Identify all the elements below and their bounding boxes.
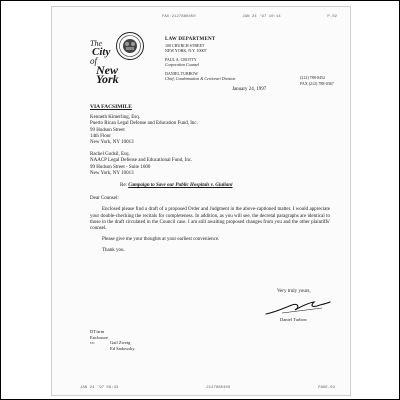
phone-number: (212) 788-0452	[300, 75, 325, 80]
re-subject: Campaign to Save our Public Hospitals v. Giuliani	[128, 183, 233, 189]
fax-footer-page: PAGE.02	[318, 386, 335, 390]
recipient-line: New York, NY 10013	[90, 140, 134, 146]
department-name: LAW DEPARTMENT	[165, 37, 216, 42]
footer-notes	[90, 329, 210, 351]
fax-number: FAX (212) 788-0367	[300, 80, 334, 86]
enclosure-note: Enclosure	[90, 334, 108, 340]
cc-row	[90, 346, 210, 352]
fax-header-page: P.02	[327, 15, 337, 19]
cc-label: cc:	[90, 340, 96, 345]
recipient-line: 14th Floor	[90, 133, 111, 139]
division-head: DANIEL TURBOW	[165, 70, 198, 76]
division-title: Chief, Condemnation & Certiorari Division	[165, 76, 236, 81]
letter-date: January 24, 1997	[232, 87, 267, 92]
recipient-block	[90, 115, 330, 146]
closing: Very truly yours,	[277, 289, 311, 294]
recipient-line: NAACP Legal Defense and Educational Fund, Inc.	[90, 158, 193, 164]
cc-name: Ed Sadowsky	[110, 345, 135, 351]
signer-name: Daniel Turbow	[280, 317, 308, 322]
logo-line-1: The	[90, 39, 102, 48]
fax-footer	[80, 386, 335, 390]
via-facsimile: VIA FACSIMILE	[90, 104, 132, 110]
fax-header-id: FAX:2127880450	[162, 15, 196, 19]
fax-page	[51, 6, 351, 396]
contact-numbers	[300, 75, 351, 86]
logo-line-2: City	[92, 46, 111, 58]
paragraph: Please give me your thoughts at your earliest convenience.	[102, 237, 220, 243]
counsel-title: Corporation Counsel	[165, 62, 200, 67]
signature-icon	[262, 296, 332, 318]
re-label: Re:	[120, 183, 127, 189]
fax-footer-datetime: JAN 24 '97 09:33	[80, 386, 119, 390]
recipient-line: Kenneth Kimerling, Esq.	[90, 115, 140, 121]
fax-footer-id: 2127880450	[206, 386, 231, 390]
cc-name: Gail Zweig	[110, 340, 131, 345]
letter-body	[90, 104, 330, 260]
paragraph: Thank you.	[102, 248, 125, 254]
logo-line-3: of	[90, 56, 98, 66]
re-line	[120, 183, 330, 189]
recipient-block	[90, 152, 330, 177]
logo-line-4: New York	[96, 63, 119, 86]
initials: DT/arm	[90, 329, 105, 334]
salutation: Dear Counsel:	[90, 196, 119, 202]
recipient-line: 99 Hudson Street	[90, 127, 125, 133]
letterhead	[165, 37, 285, 82]
recipient-line: New York, NY 10013	[90, 170, 134, 176]
paragraph: Enclosed please find a draft of a proposed Order and Judgment in the above-captioned matter. I would appreciate your double-checking the recitals for completeness. In addition, as you will see, the decretal paragraphs are identical to those in the draft circulated in the Council case. I am still awaiting proposed changes from you and the other plaintiffs' counsel.	[90, 207, 330, 232]
department-street: 100 CHURCH STREET	[165, 42, 205, 48]
fax-header-datetime: JAN 24 '97 10:14	[242, 15, 281, 19]
city-seal-icon	[115, 31, 145, 61]
counsel-name: PAUL A. CROTTY	[165, 56, 197, 62]
recipient-line: 99 Hudson Street - Suite 1600	[90, 164, 151, 170]
fax-header	[162, 15, 337, 19]
department-city: NEW YORK, N.Y. 10007	[165, 48, 207, 53]
recipient-line: Puerto Rican Legal Defense and Education Fund, Inc.	[90, 121, 198, 127]
recipient-line: Rachel Godsil, Esq.	[90, 152, 130, 158]
